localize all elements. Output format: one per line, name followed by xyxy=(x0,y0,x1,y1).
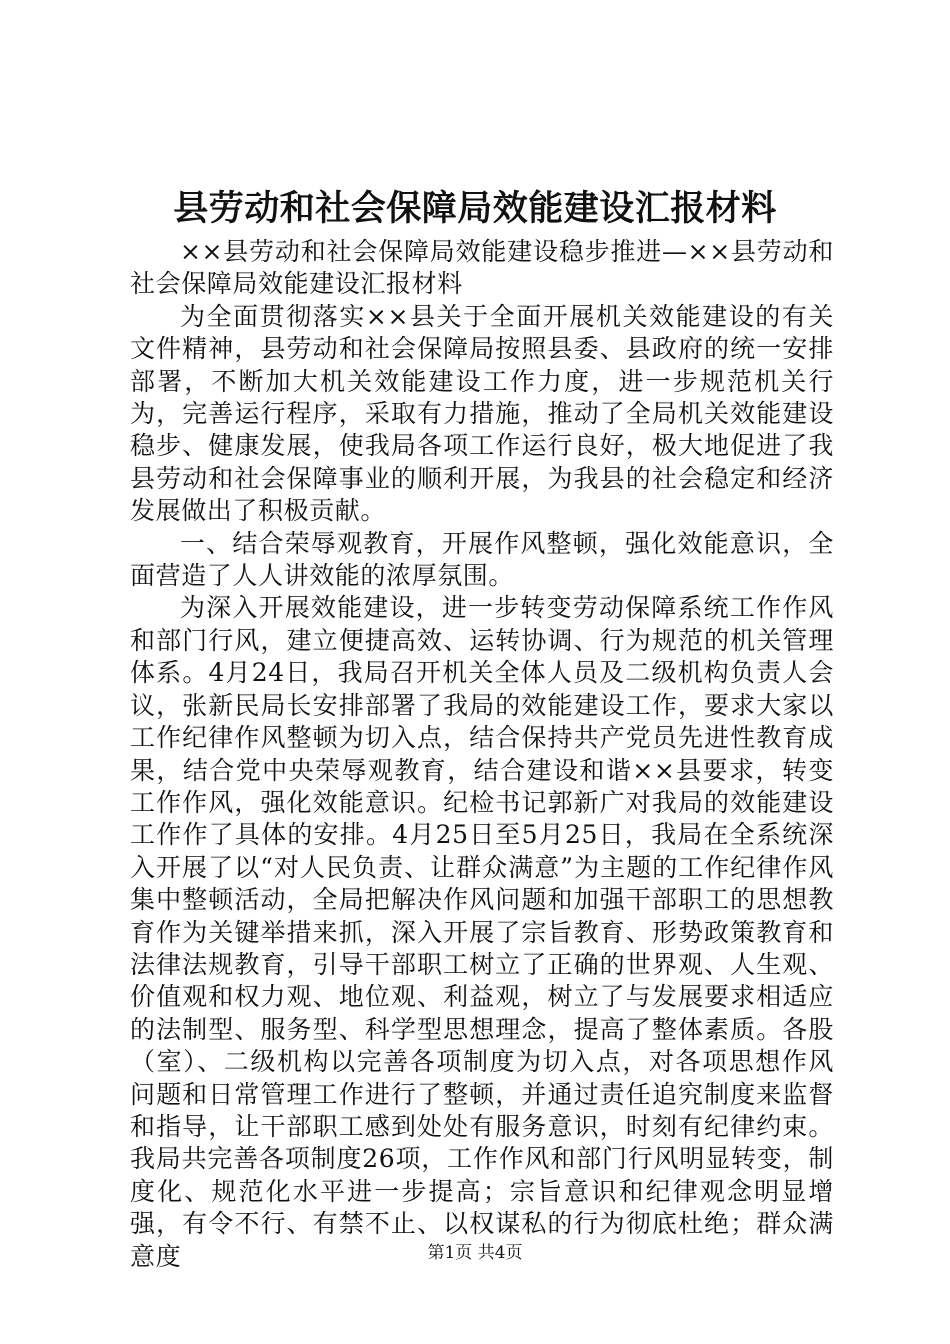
paragraph-intro: 为全面贯彻落实××县关于全面开展机关效能建设的有关文件精神，县劳动和社会保障局按照县委、县政府的统一安排部署，不断加大机关效能建设工作力度，进一步规范机关行为，完善运行程序，采取有力措施，推动了全局机关效能建设稳步、健康发展，使我局各项工作运行良好，极大地促进了我县劳动和社会保障事业的顺利开展，为我县的社会稳定和经济发展做出了积极贡献。 xyxy=(130,301,834,526)
page-footer: 第1页 共4页 xyxy=(427,1243,523,1263)
document-body xyxy=(130,236,834,1273)
paragraph-subtitle: ××县劳动和社会保障局效能建设稳步推进—××县劳动和社会保障局效能建设汇报材料 xyxy=(130,237,834,299)
document-title: 县劳动和社会保障局效能建设汇报材料 xyxy=(173,188,777,229)
paragraph-section-heading: 一、结合荣辱观教育，开展作风整顿，强化效能意识，全面营造了人人讲效能的浓厚氛围。 xyxy=(130,528,834,591)
paragraph-body: 为深入开展效能建设，进一步转变劳动保障系统工作作风和部门行风，建立便捷高效、运转协调、行为规范的机关管理体系。4月24日，我局召开机关全体人员及二级机构负责人会议，张新民局长安排部署了我局的效能建设工作，要求大家以工作纪律作风整顿为切入点，结合保持共产党员先进性教育成果，结合党中央荣辱观教育，结合建设和谐××县要求，转变工作作风，强化效能意识。纪检书记郭新广对我局的效能建设工作作了具体的安排。4月25日至5月25日，我局在全系统深入开展了以“对人民负责、让群众满意”为主题的工作纪律作风集中整顿活动，全局把解决作风问题和加强干部职工的思想教育作为关键举措来抓，深入开展了宗旨教育、形势政策教育和法律法规教育，引导干部职工树立了正确的世界观、人生观、价值观和权力观、地位观、利益观，树立了与发展要求相适应的法制型、服务型、科学型思想理念，提高了整体素质。各股（室）、二级机构以完善各项制度为切入点，对各项思想作风问题和日常管理工作进行了整顿，并通过责任追究制度来监督和指导，让干部职工感到处处有服务意识，时刻有纪律约束。我局共完善各项制度26项，工作作风和部门行风明显转变，制度化、规范化水平进一步提高；宗旨意识和纪律观念明显增强，有令不行、有禁不止、以权谋私的行为彻底杜绝；群众满意度 xyxy=(130,593,834,1271)
